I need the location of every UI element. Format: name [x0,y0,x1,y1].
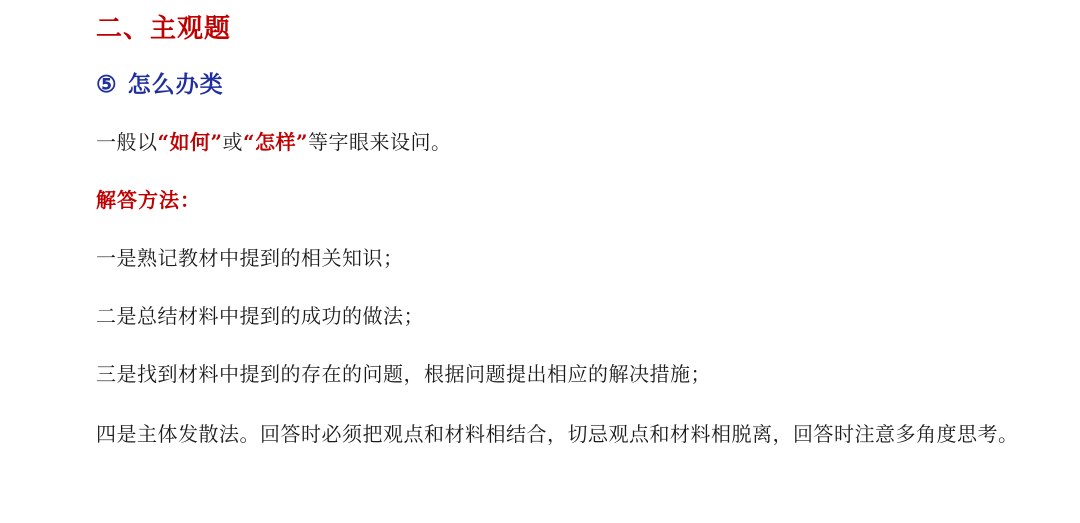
list-item: 四是主体发散法。回答时必须把观点和材料相结合，切忌观点和材料相脱离，回答时注意多角度思考。 [96,421,1019,446]
intro-part-2: 或 [222,129,244,154]
list-item: 一是熟记教材中提到的相关知识； [96,245,404,270]
intro-quote-1: “如何” [157,129,223,154]
intro-part-1: 一般以 [96,129,158,154]
intro-part-3: 等字眼来设问。 [308,129,452,154]
method-label-text: 解答方法： [96,187,201,212]
section-heading [96,71,1032,99]
intro-paragraph [96,127,1032,157]
method-label [96,185,1032,215]
list-marker-icon: ⑤ [96,71,118,99]
section-heading-label: 怎么办类 [127,71,224,99]
page-title: 二、主观题 [96,14,232,44]
list-item: 三是找到材料中提到的存在的问题，根据问题提出相应的解决措施； [96,361,711,386]
intro-quote-2: “怎样” [243,129,309,154]
list-item: 二是总结材料中提到的成功的做法； [96,303,424,328]
